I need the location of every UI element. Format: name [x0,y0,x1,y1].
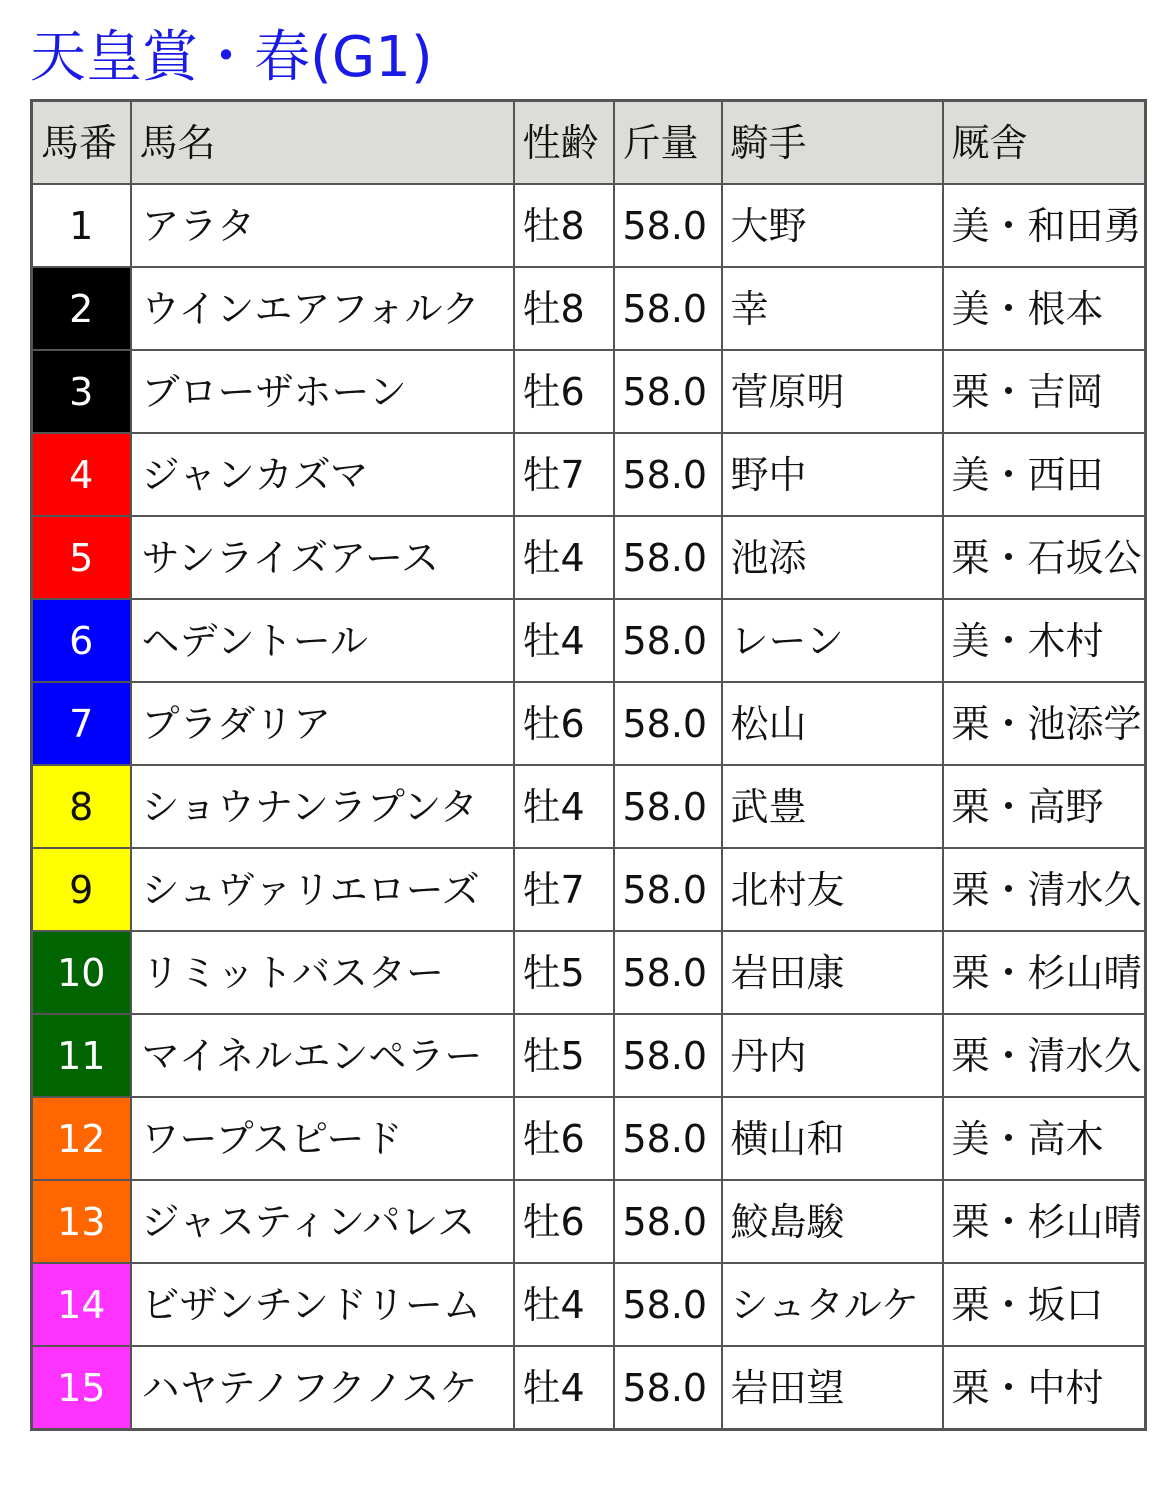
stable: 栗・坂口 [943,1263,1146,1346]
jockey: 松山 [722,682,943,765]
jockey: 北村友 [722,848,943,931]
jockey: レーン [722,599,943,682]
sex-age: 牡5 [514,1014,614,1097]
entry-table [30,99,1147,1431]
horse-number: 13 [32,1180,131,1263]
horse-number: 9 [32,848,131,931]
carried-weight: 58.0 [614,931,722,1014]
horse-name: ブローザホーン [131,350,514,433]
stable: 栗・清水久 [943,1014,1146,1097]
table-row [32,433,1146,516]
stable: 美・西田 [943,433,1146,516]
table-row [32,1097,1146,1180]
stable: 栗・高野 [943,765,1146,848]
stable: 栗・吉岡 [943,350,1146,433]
header-number: 馬番 [32,101,131,185]
sex-age: 牡7 [514,433,614,516]
table-row [32,350,1146,433]
carried-weight: 58.0 [614,599,722,682]
table-row [32,682,1146,765]
jockey: 鮫島駿 [722,1180,943,1263]
stable: 栗・杉山晴 [943,931,1146,1014]
carried-weight: 58.0 [614,848,722,931]
sex-age: 牡6 [514,1097,614,1180]
stable: 栗・清水久 [943,848,1146,931]
header-row [32,101,1146,185]
carried-weight: 58.0 [614,267,722,350]
header-weight: 斤量 [614,101,722,185]
sex-age: 牡6 [514,350,614,433]
horse-number: 8 [32,765,131,848]
sex-age: 牡4 [514,599,614,682]
carried-weight: 58.0 [614,1346,722,1430]
jockey: 岩田望 [722,1346,943,1430]
horse-number: 1 [32,184,131,267]
horse-number: 14 [32,1263,131,1346]
jockey: 横山和 [722,1097,943,1180]
carried-weight: 58.0 [614,1097,722,1180]
jockey: 武豊 [722,765,943,848]
sex-age: 牡8 [514,267,614,350]
table-row [32,848,1146,931]
horse-name: ワープスピード [131,1097,514,1180]
header-sex-age: 性齢 [514,101,614,185]
table-row [32,267,1146,350]
horse-number: 5 [32,516,131,599]
sex-age: 牡4 [514,1346,614,1430]
carried-weight: 58.0 [614,765,722,848]
table-row [32,1014,1146,1097]
stable: 美・高木 [943,1097,1146,1180]
horse-name: プラダリア [131,682,514,765]
table-row [32,599,1146,682]
sex-age: 牡6 [514,1180,614,1263]
carried-weight: 58.0 [614,1263,722,1346]
sex-age: 牡4 [514,765,614,848]
stable: 美・和田勇 [943,184,1146,267]
header-jockey: 騎手 [722,101,943,185]
stable: 美・根本 [943,267,1146,350]
jockey: 大野 [722,184,943,267]
sex-age: 牡4 [514,1263,614,1346]
horse-name: リミットバスター [131,931,514,1014]
jockey: 丹内 [722,1014,943,1097]
jockey: 菅原明 [722,350,943,433]
horse-number: 12 [32,1097,131,1180]
sex-age: 牡6 [514,682,614,765]
horse-number: 2 [32,267,131,350]
horse-number: 6 [32,599,131,682]
stable: 栗・池添学 [943,682,1146,765]
sex-age: 牡8 [514,184,614,267]
jockey: 池添 [722,516,943,599]
table-row [32,1346,1146,1430]
carried-weight: 58.0 [614,516,722,599]
sex-age: 牡4 [514,516,614,599]
table-row [32,516,1146,599]
sex-age: 牡5 [514,931,614,1014]
horse-name: ビザンチンドリーム [131,1263,514,1346]
horse-name: シュヴァリエローズ [131,848,514,931]
horse-number: 11 [32,1014,131,1097]
header-horse-name: 馬名 [131,101,514,185]
carried-weight: 58.0 [614,433,722,516]
header-stable: 厩舎 [943,101,1146,185]
stable: 美・木村 [943,599,1146,682]
jockey: シュタルケ [722,1263,943,1346]
horse-name: アラタ [131,184,514,267]
carried-weight: 58.0 [614,350,722,433]
horse-name: マイネルエンペラー [131,1014,514,1097]
jockey: 幸 [722,267,943,350]
horse-name: ハヤテノフクノスケ [131,1346,514,1430]
horse-name: ジャスティンパレス [131,1180,514,1263]
horse-number: 7 [32,682,131,765]
horse-number: 10 [32,931,131,1014]
race-title: 天皇賞・春(G1) [30,25,433,90]
horse-name: ショウナンラプンタ [131,765,514,848]
carried-weight: 58.0 [614,1014,722,1097]
stable: 栗・杉山晴 [943,1180,1146,1263]
horse-name: ヘデントール [131,599,514,682]
stable: 栗・中村 [943,1346,1146,1430]
horse-number: 15 [32,1346,131,1430]
jockey: 野中 [722,433,943,516]
carried-weight: 58.0 [614,682,722,765]
table-row [32,931,1146,1014]
horse-name: ジャンカズマ [131,433,514,516]
sex-age: 牡7 [514,848,614,931]
table-row [32,1263,1146,1346]
jockey: 岩田康 [722,931,943,1014]
stable: 栗・石坂公 [943,516,1146,599]
horse-name: サンライズアース [131,516,514,599]
table-row [32,765,1146,848]
carried-weight: 58.0 [614,1180,722,1263]
horse-number: 3 [32,350,131,433]
horse-number: 4 [32,433,131,516]
carried-weight: 58.0 [614,184,722,267]
horse-name: ウインエアフォルク [131,267,514,350]
table-row [32,1180,1146,1263]
table-row [32,184,1146,267]
